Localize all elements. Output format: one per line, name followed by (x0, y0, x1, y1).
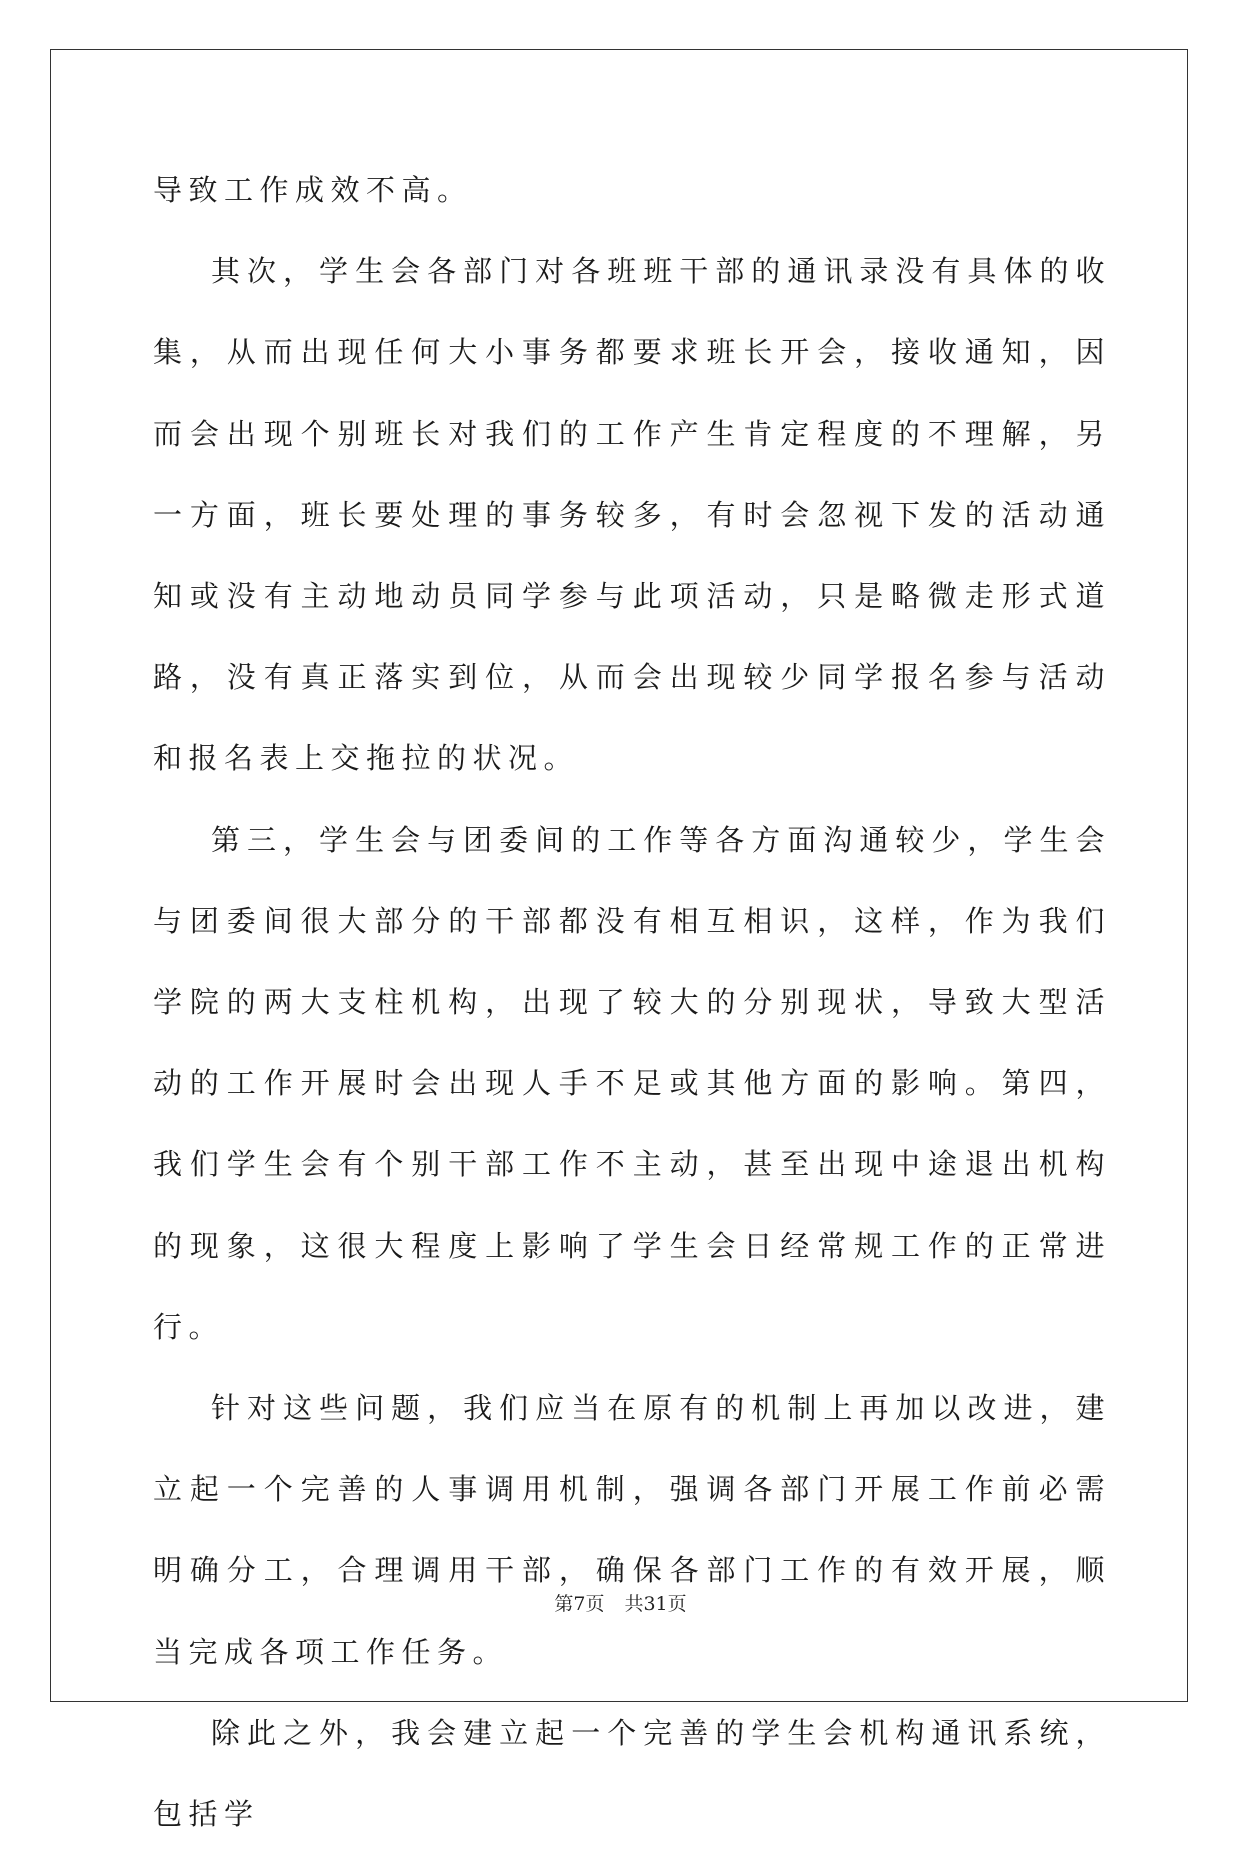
page-footer (0, 1589, 1241, 1616)
paragraph-5: 除此之外，我会建立起一个完善的学生会机构通讯系统，包括学 (153, 1715, 1111, 1832)
page-number: 第7页 (554, 1593, 605, 1615)
page-total: 共31页 (624, 1593, 687, 1615)
paragraph-1: 导致工作成效不高。 (153, 173, 473, 207)
paragraph-3: 第三，学生会与团委间的工作等各方面沟通较少，学生会与团委间很大部分的干部都没有相互相识，这样，作为我们学院的两大支柱机构，出现了较大的分别现状，导致大型活动的工作开展时会出现人手不足或其他方面的影响。第四，我们学生会有个别干部工作不主动，甚至出现中途退出机构的现象，这很大程度上影响了学生会日经常规工作的正常进行。 (153, 822, 1111, 1344)
paragraph-4: 针对这些问题，我们应当在原有的机制上再加以改进，建立起一个完善的人事调用机制，强调各部门开展工作前必需明确分工，合理调用干部，确保各部门工作的有效开展，顺当完成各项工作任务。 (153, 1391, 1111, 1669)
paragraph-2: 其次，学生会各部门对各班班干部的通讯录没有具体的收集，从而出现任何大小事务都要求班长开会，接收通知，因而会出现个别班长对我们的工作产生肯定程度的不理解，另一方面，班长要处理的事务较多，有时会忽视下发的活动通知或没有主动地动员同学参与此项活动，只是略微走形式道路，没有真正落实到位，从而会出现较少同学报名参与活动和报名表上交拖拉的状况。 (153, 254, 1111, 776)
